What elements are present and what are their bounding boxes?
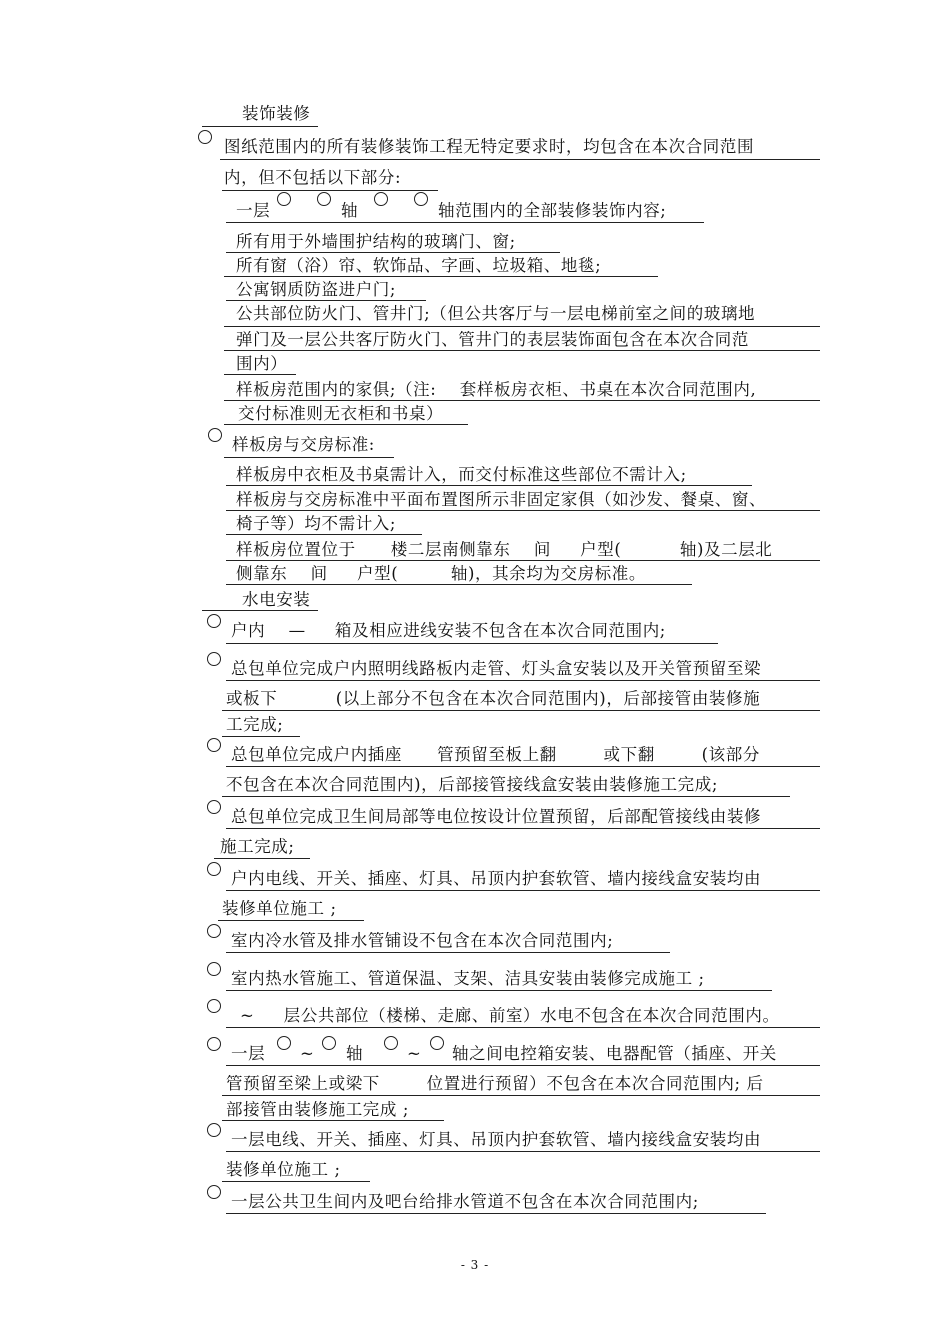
circle-bullet-icon xyxy=(207,800,221,814)
text-line: 内，但不包括以下部分: xyxy=(224,168,402,187)
underline xyxy=(222,736,300,737)
circle-bullet-icon xyxy=(207,1123,221,1137)
text-line: 一层电线、开关、插座、灯具、吊顶内护套软管、墙内接线盒安装均由 xyxy=(231,1130,762,1149)
text-line: 样板房与交房标准: xyxy=(232,435,375,454)
text-line: ~ xyxy=(300,1044,315,1063)
underline xyxy=(226,890,820,891)
text-line: 所有用于外墙围护结构的玻璃门、窗; xyxy=(236,232,516,251)
text-line: 总包单位完成户内照明线路板内走管、灯头盒安装以及开关管预留至梁 xyxy=(231,659,762,678)
text-line: 或板下 (以上部分不包含在本次合同范围内)，后部接管由装修施 xyxy=(226,689,761,708)
text-line: 管预留至梁上或梁下 位置进行预留）不包含在本次合同范围内; 后 xyxy=(226,1074,764,1093)
text-line: 椅子等）均不需计入; xyxy=(236,514,397,533)
section-title-mep: 水电安装 xyxy=(242,590,311,609)
underline xyxy=(226,1213,766,1214)
underline xyxy=(222,796,790,797)
text-line: 样板房位置位于 楼二层南侧靠东 间 户型( 轴)及二层北 xyxy=(236,540,773,559)
text-line: 弹门及一层公共客厅防火门、管井门的表层装饰面包含在本次合同范 xyxy=(236,330,749,349)
circle-placeholder-icon xyxy=(414,192,428,206)
underline xyxy=(226,952,670,953)
text-line: 图纸范围内的所有装修装饰工程无特定要求时，均包含在本次合同范围 xyxy=(224,137,755,156)
text-line: 总包单位完成卫生间局部等电位按设计位置预留，后部配管接线由装修 xyxy=(231,807,762,826)
circle-placeholder-icon xyxy=(277,1036,291,1050)
underline xyxy=(226,1065,820,1066)
underline xyxy=(226,1027,820,1028)
text-line: ~ xyxy=(407,1044,422,1063)
text-line: 样板房与交房标准中平面布置图所示非固定家俱（如沙发、餐桌、窗、 xyxy=(236,490,767,509)
text-line: ~ 层公共部位（楼梯、走廊、前室）水电不包含在本次合同范围内。 xyxy=(240,1006,780,1025)
underline xyxy=(202,126,318,127)
text-line: 交付标准则无衣柜和书桌） xyxy=(238,404,444,423)
underline xyxy=(222,190,438,191)
text-line: 样板房范围内的家俱;（注: 套样板房衣柜、书桌在本次合同范围内, xyxy=(236,380,757,399)
underline xyxy=(226,766,820,767)
text-line: 户内 — 箱及相应进线安装不包含在本次合同范围内; xyxy=(231,621,666,640)
underline xyxy=(226,510,820,511)
circle-bullet-icon xyxy=(207,999,221,1013)
underline xyxy=(224,374,296,375)
text-line: 户内电线、开关、插座、灯具、吊顶内护套软管、墙内接线盒安装均由 xyxy=(231,869,762,888)
underline xyxy=(202,610,318,611)
text-line: 一层 xyxy=(236,201,271,220)
text-line: 公寓钢质防盗进户门; xyxy=(236,280,397,299)
text-line: 施工完成; xyxy=(220,837,295,856)
circle-placeholder-icon xyxy=(317,192,331,206)
circle-bullet-icon xyxy=(207,614,221,628)
text-line: 一层 xyxy=(231,1044,266,1063)
section-title-decoration: 装饰装修 xyxy=(242,104,311,123)
underline xyxy=(222,1120,444,1121)
underline xyxy=(220,159,820,160)
underline xyxy=(222,710,820,711)
underline xyxy=(222,1095,820,1096)
underline xyxy=(222,1181,370,1182)
underline xyxy=(226,560,820,561)
circle-placeholder-icon xyxy=(384,1036,398,1050)
underline xyxy=(214,858,310,859)
text-line: 一层公共卫生间内及吧台给排水管道不包含在本次合同范围内; xyxy=(231,1192,699,1211)
text-line: 所有窗（浴）帘、软饰品、字画、垃圾箱、地毯; xyxy=(236,256,602,275)
text-line: 室内冷水管及排水管铺设不包含在本次合同范围内; xyxy=(231,931,614,950)
circle-placeholder-icon xyxy=(374,192,388,206)
underline xyxy=(226,643,718,644)
underline xyxy=(226,485,752,486)
text-line: 轴范围内的全部装修装饰内容; xyxy=(438,201,667,220)
underline xyxy=(224,276,658,277)
underline xyxy=(226,828,820,829)
text-line: 部接管由装修施工完成 ; xyxy=(226,1100,410,1119)
underline xyxy=(226,1151,820,1152)
circle-bullet-icon xyxy=(207,862,221,876)
circle-placeholder-icon xyxy=(277,192,291,206)
text-line: 装修单位施工 ; xyxy=(222,899,337,918)
underline xyxy=(226,534,422,535)
text-line: 室内热水管施工、管道保温、支架、洁具安装由装修完成施工 ; xyxy=(231,969,705,988)
underline xyxy=(224,457,394,458)
text-line: 不包含在本次合同范围内)，后部接管接线盒安装由装修施工完成; xyxy=(226,775,718,794)
text-line: 轴 xyxy=(346,1044,364,1063)
underline xyxy=(226,680,820,681)
circle-bullet-icon xyxy=(198,130,212,144)
circle-placeholder-icon xyxy=(322,1036,336,1050)
underline xyxy=(224,350,820,351)
text-line: 公共部位防火门、管井门;（但公共客厅与一层电梯前室之间的玻璃地 xyxy=(236,304,756,323)
text-line: 总包单位完成户内插座 管预留至板上翻 或下翻 (该部分 xyxy=(231,745,760,764)
text-line: 轴 xyxy=(341,201,359,220)
underline xyxy=(226,990,772,991)
circle-bullet-icon xyxy=(207,924,221,938)
text-line: 侧靠东 间 户型( 轴)，其余均为交房标准。 xyxy=(236,564,646,583)
underline xyxy=(224,326,820,327)
circle-bullet-icon xyxy=(207,1185,221,1199)
underline xyxy=(226,252,560,253)
underline xyxy=(218,920,364,921)
underline xyxy=(226,222,704,223)
underline xyxy=(226,300,426,301)
circle-bullet-icon xyxy=(207,962,221,976)
circle-bullet-icon xyxy=(207,652,221,666)
circle-bullet-icon xyxy=(207,1037,221,1051)
text-line: 轴之间电控箱安装、电器配管（插座、开关 xyxy=(452,1044,777,1063)
circle-bullet-icon xyxy=(207,738,221,752)
text-line: 装修单位施工 ; xyxy=(226,1160,341,1179)
underline xyxy=(224,400,820,401)
text-line: 工完成; xyxy=(226,715,284,734)
underline xyxy=(226,584,692,585)
page-number: - 3 - xyxy=(460,1258,490,1272)
circle-placeholder-icon xyxy=(430,1036,444,1050)
underline xyxy=(224,424,468,425)
circle-bullet-icon xyxy=(208,428,222,442)
text-line: 样板房中衣柜及书桌需计入，而交付标准这些部位不需计入; xyxy=(236,465,687,484)
text-line: 围内） xyxy=(236,354,288,373)
